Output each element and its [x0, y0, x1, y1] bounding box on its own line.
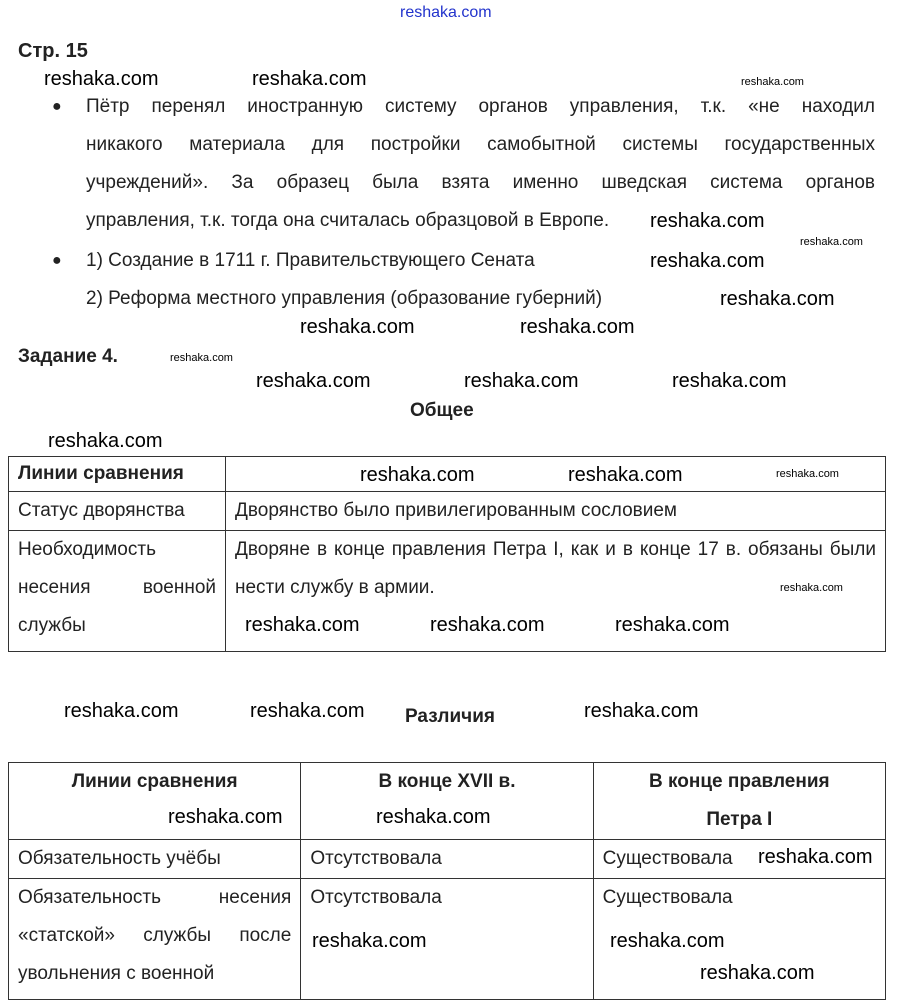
cell: Обязательность несения «статской» службы после увольнения с военной	[9, 879, 301, 1000]
text-line: 1) Создание в 1711 г. Правительствующего Сената	[86, 250, 535, 271]
watermark: reshaka.com	[720, 288, 835, 310]
text-line: никакого материала для постройки самобытной системы государственных	[86, 134, 875, 155]
watermark: reshaka.com	[780, 582, 843, 594]
watermark: reshaka.com	[430, 614, 545, 636]
text-line: 2) Реформа местного управления (образование губерний)	[86, 288, 603, 309]
watermark: reshaka.com	[250, 700, 365, 722]
watermark: reshaka.com	[168, 806, 283, 828]
watermark: reshaka.com	[256, 370, 371, 392]
cell: Существовала	[593, 840, 885, 879]
cell: Статус дворянства	[9, 492, 226, 531]
header-cell: В конце XVII в.	[301, 763, 593, 840]
cell: Отсутствовала	[301, 840, 593, 879]
text-line: Пётр перенял иностранную систему органов управления, т.к. «не находил	[86, 96, 875, 117]
cell: Дворяне в конце правления Петра I, как и в конце 17 в. обязаны были нести службу в армии.	[226, 531, 886, 652]
watermark: reshaka.com	[170, 352, 233, 364]
watermark: reshaka.com	[741, 76, 804, 88]
header-cell: Линии сравнения	[9, 763, 301, 840]
watermark: reshaka.com	[610, 930, 725, 952]
watermark: reshaka.com	[520, 316, 635, 338]
watermark: reshaka.com	[360, 464, 475, 486]
watermark: reshaka.com	[464, 370, 579, 392]
watermark: reshaka.com	[615, 614, 730, 636]
watermark: reshaka.com	[650, 250, 765, 272]
header-cell: Линии сравнения	[9, 457, 226, 492]
header-cell: В конце правления Петра I	[593, 763, 885, 840]
watermark: reshaka.com	[650, 210, 765, 232]
watermark: reshaka.com	[64, 700, 179, 722]
watermark: reshaka.com	[376, 806, 491, 828]
watermark: reshaka.com	[300, 316, 415, 338]
watermark: reshaka.com	[700, 962, 815, 984]
watermark: reshaka.com	[568, 464, 683, 486]
watermark: reshaka.com	[312, 930, 427, 952]
table-row	[9, 492, 886, 531]
table-row	[9, 840, 886, 879]
watermark: reshaka.com	[758, 846, 873, 868]
common-title: Общее	[410, 400, 474, 421]
differences-title: Различия	[405, 706, 495, 727]
watermark: reshaka.com	[800, 236, 863, 248]
page-label: Стр. 15	[18, 40, 88, 62]
watermark: reshaka.com	[672, 370, 787, 392]
watermark: reshaka.com	[776, 468, 839, 480]
text-line: учреждений». За образец была взята именно шведская система органов	[86, 172, 875, 193]
cell: Отсутствовала	[301, 879, 593, 1000]
text-line: управления, т.к. тогда она считалась образцовой в Европе.	[86, 210, 610, 231]
watermark: reshaka.com	[400, 4, 492, 21]
watermark: reshaka.com	[584, 700, 699, 722]
watermark: reshaka.com	[48, 430, 163, 452]
watermark: reshaka.com	[252, 68, 367, 90]
watermark: reshaka.com	[44, 68, 159, 90]
cell: Существовала	[593, 879, 885, 1000]
watermark: reshaka.com	[245, 614, 360, 636]
cell: Дворянство было привилегированным сословием	[226, 492, 886, 531]
cell: Необходимость несения военной службы	[9, 531, 226, 652]
bullet-icon: ●	[52, 98, 62, 115]
task-title: Задание 4.	[18, 346, 118, 367]
bullet-icon: ●	[52, 252, 62, 269]
cell: Обязательность учёбы	[9, 840, 301, 879]
